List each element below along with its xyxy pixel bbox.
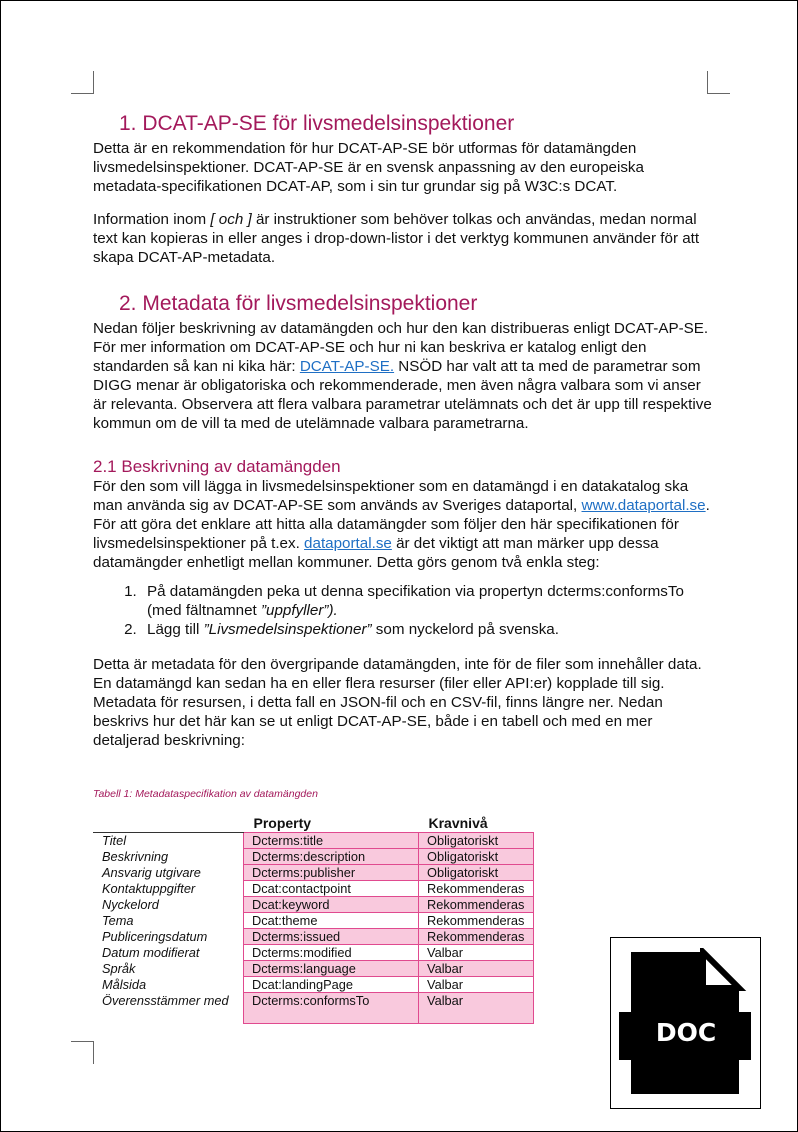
table-row: [93, 865, 534, 881]
row-property: Dcat:contactpoint: [244, 881, 419, 897]
crop-mark-top-left: [71, 71, 94, 94]
row-requirement: Rekommenderas: [419, 881, 534, 897]
row-name: Ansvarig utgivare: [102, 865, 201, 880]
section1-heading: 1. DCAT-AP-SE för livsmedelsinspektioner: [119, 112, 515, 135]
row-name: Publiceringsdatum: [102, 929, 208, 944]
row-property: Dcterms:publisher: [244, 865, 419, 881]
document-body: [93, 111, 713, 750]
row-requirement: Valbar: [419, 993, 534, 1024]
table-header-row: [93, 813, 534, 833]
table-row: [93, 881, 534, 897]
row-name: Tema: [102, 913, 134, 928]
metadata-spec-table: [93, 813, 534, 1024]
steps-list: [93, 582, 713, 639]
dcat-ap-se-link[interactable]: DCAT-AP-SE.: [299, 358, 395, 375]
row-property: Dcterms:conformsTo: [244, 993, 419, 1024]
section21-paragraph1: För den som vill lägga in livsmedelsinspektioner som en datamängd i en datakatalog ska man använda sig av DCAT-AP-SE som används av Sveriges dataportal, www.dataportal.se. För att göra det enklare att hitta alla datamängder som följer den här specifikationen för livsmedelsinspektioner på t.ex. dataportal.se är det viktigt att man märker upp dessa datamängder enhetligt mellan kommuner. Detta görs genom två enkla steg:: [93, 478, 710, 571]
table-row: [93, 961, 534, 977]
row-property: Dcterms:title: [244, 833, 419, 849]
row-property: Dcat:landingPage: [244, 977, 419, 993]
row-requirement: Rekommenderas: [419, 897, 534, 913]
table-row: [93, 929, 534, 945]
table-row: [93, 849, 534, 865]
section1-paragraph2: Information inom [ och ] är instruktioner som behöver tolkas och användas, medan normal text kan kopieras in eller anges i drop-down-listor i det verktyg kommunen använder för att skapa DCAT-AP-metadata.: [93, 211, 700, 266]
row-requirement: Valbar: [419, 977, 534, 993]
row-name: Språk: [102, 961, 136, 976]
doc-label: DOC: [655, 1018, 717, 1047]
row-property: Dcterms:modified: [244, 945, 419, 961]
row-property: Dcat:keyword: [244, 897, 419, 913]
table-row: [93, 913, 534, 929]
row-name: Beskrivning: [102, 849, 169, 864]
dataportal-link[interactable]: www.dataportal.se: [581, 497, 706, 514]
doc-file-box: [610, 937, 761, 1109]
section2-heading: 2. Metadata för livsmedelsinspektioner: [119, 292, 478, 315]
table-row: [93, 993, 534, 1024]
table-row: [93, 833, 534, 849]
row-requirement: Valbar: [419, 961, 534, 977]
row-requirement: Obligatoriskt: [419, 849, 534, 865]
row-name: Nyckelord: [102, 897, 159, 912]
row-requirement: Rekommenderas: [419, 913, 534, 929]
section21-heading: 2.1 Beskrivning av datamängden: [93, 457, 341, 476]
table-caption: Tabell 1: Metadataspecifikation av datamängden: [93, 788, 318, 800]
header-property: Property: [253, 814, 312, 831]
row-name: Titel: [93, 833, 244, 849]
row-requirement: Rekommenderas: [419, 929, 534, 945]
header-requirement: Kravnivå: [428, 814, 488, 831]
crop-mark-bottom-left: [71, 1041, 94, 1064]
row-requirement: Valbar: [419, 945, 534, 961]
row-property: Dcat:theme: [244, 913, 419, 929]
table-row: [93, 977, 534, 993]
table-row: [93, 945, 534, 961]
section1-paragraph1: Detta är en rekommendation för hur DCAT-AP-SE bör utformas för datamängden livsmedelsinspektioner. DCAT-AP-SE är en svensk anpassning av den europeiska metadata-specifikationen DCAT-AP, som i sin tur grundar sig på W3C:s DCAT.: [93, 140, 644, 195]
section21-paragraph2: Detta är metadata för den övergripande datamängden, inte för de filer som innehåller data. En datamängd kan sedan ha en eller flera resurser (filer eller API:er) kopplade till sig. Metadata för resursen, i detta fall en JSON-fil och en CSV-fil, finns längre ner. Nedan beskrivs hur det här kan se ut enligt DCAT-AP-SE, både i en tabell och med en mer detaljerad beskrivning:: [93, 656, 702, 749]
row-property: Dcterms:language: [244, 961, 419, 977]
crop-mark-top-right: [707, 71, 730, 94]
row-name: Målsida: [102, 977, 147, 992]
row-requirement: Obligatoriskt: [419, 833, 534, 849]
row-requirement: Obligatoriskt: [419, 865, 534, 881]
row-name: Överensstämmer med: [102, 992, 229, 1008]
row-name: Kontaktuppgifter: [102, 881, 196, 896]
list-item: 2. Lägg till ”Livsmedelsinspektioner” som nyckelord på svenska.: [141, 620, 713, 639]
table-row: [93, 897, 534, 913]
row-property: Dcterms:description: [244, 849, 419, 865]
row-property: Dcterms:issued: [244, 929, 419, 945]
section2-paragraph: Nedan följer beskrivning av datamängden och hur den kan distribueras enligt DCAT-AP-SE. För mer information om DCAT-AP-SE och hur ni kan beskriva er katalog enligt den standarden så kan ni kika här: DCAT-AP-SE. NSÖD har valt att ta med de parametrar som DIGG menar är obligatoriska och rekommenderade, men även några valbara som vi anser är relevanta. Observera att flera valbara parametrar utelämnats och det är upp till respektive kommun om de vill ta med de utelämnade valbara parametrarna.: [93, 320, 712, 432]
dataportal-link-2[interactable]: dataportal.se: [304, 535, 392, 552]
row-name: Datum modifierat: [102, 945, 200, 960]
list-item: 1. På datamängden peka ut denna specifikation via propertyn dcterms:conformsTo (med fältnamnet ”uppfyller”).: [141, 582, 713, 620]
